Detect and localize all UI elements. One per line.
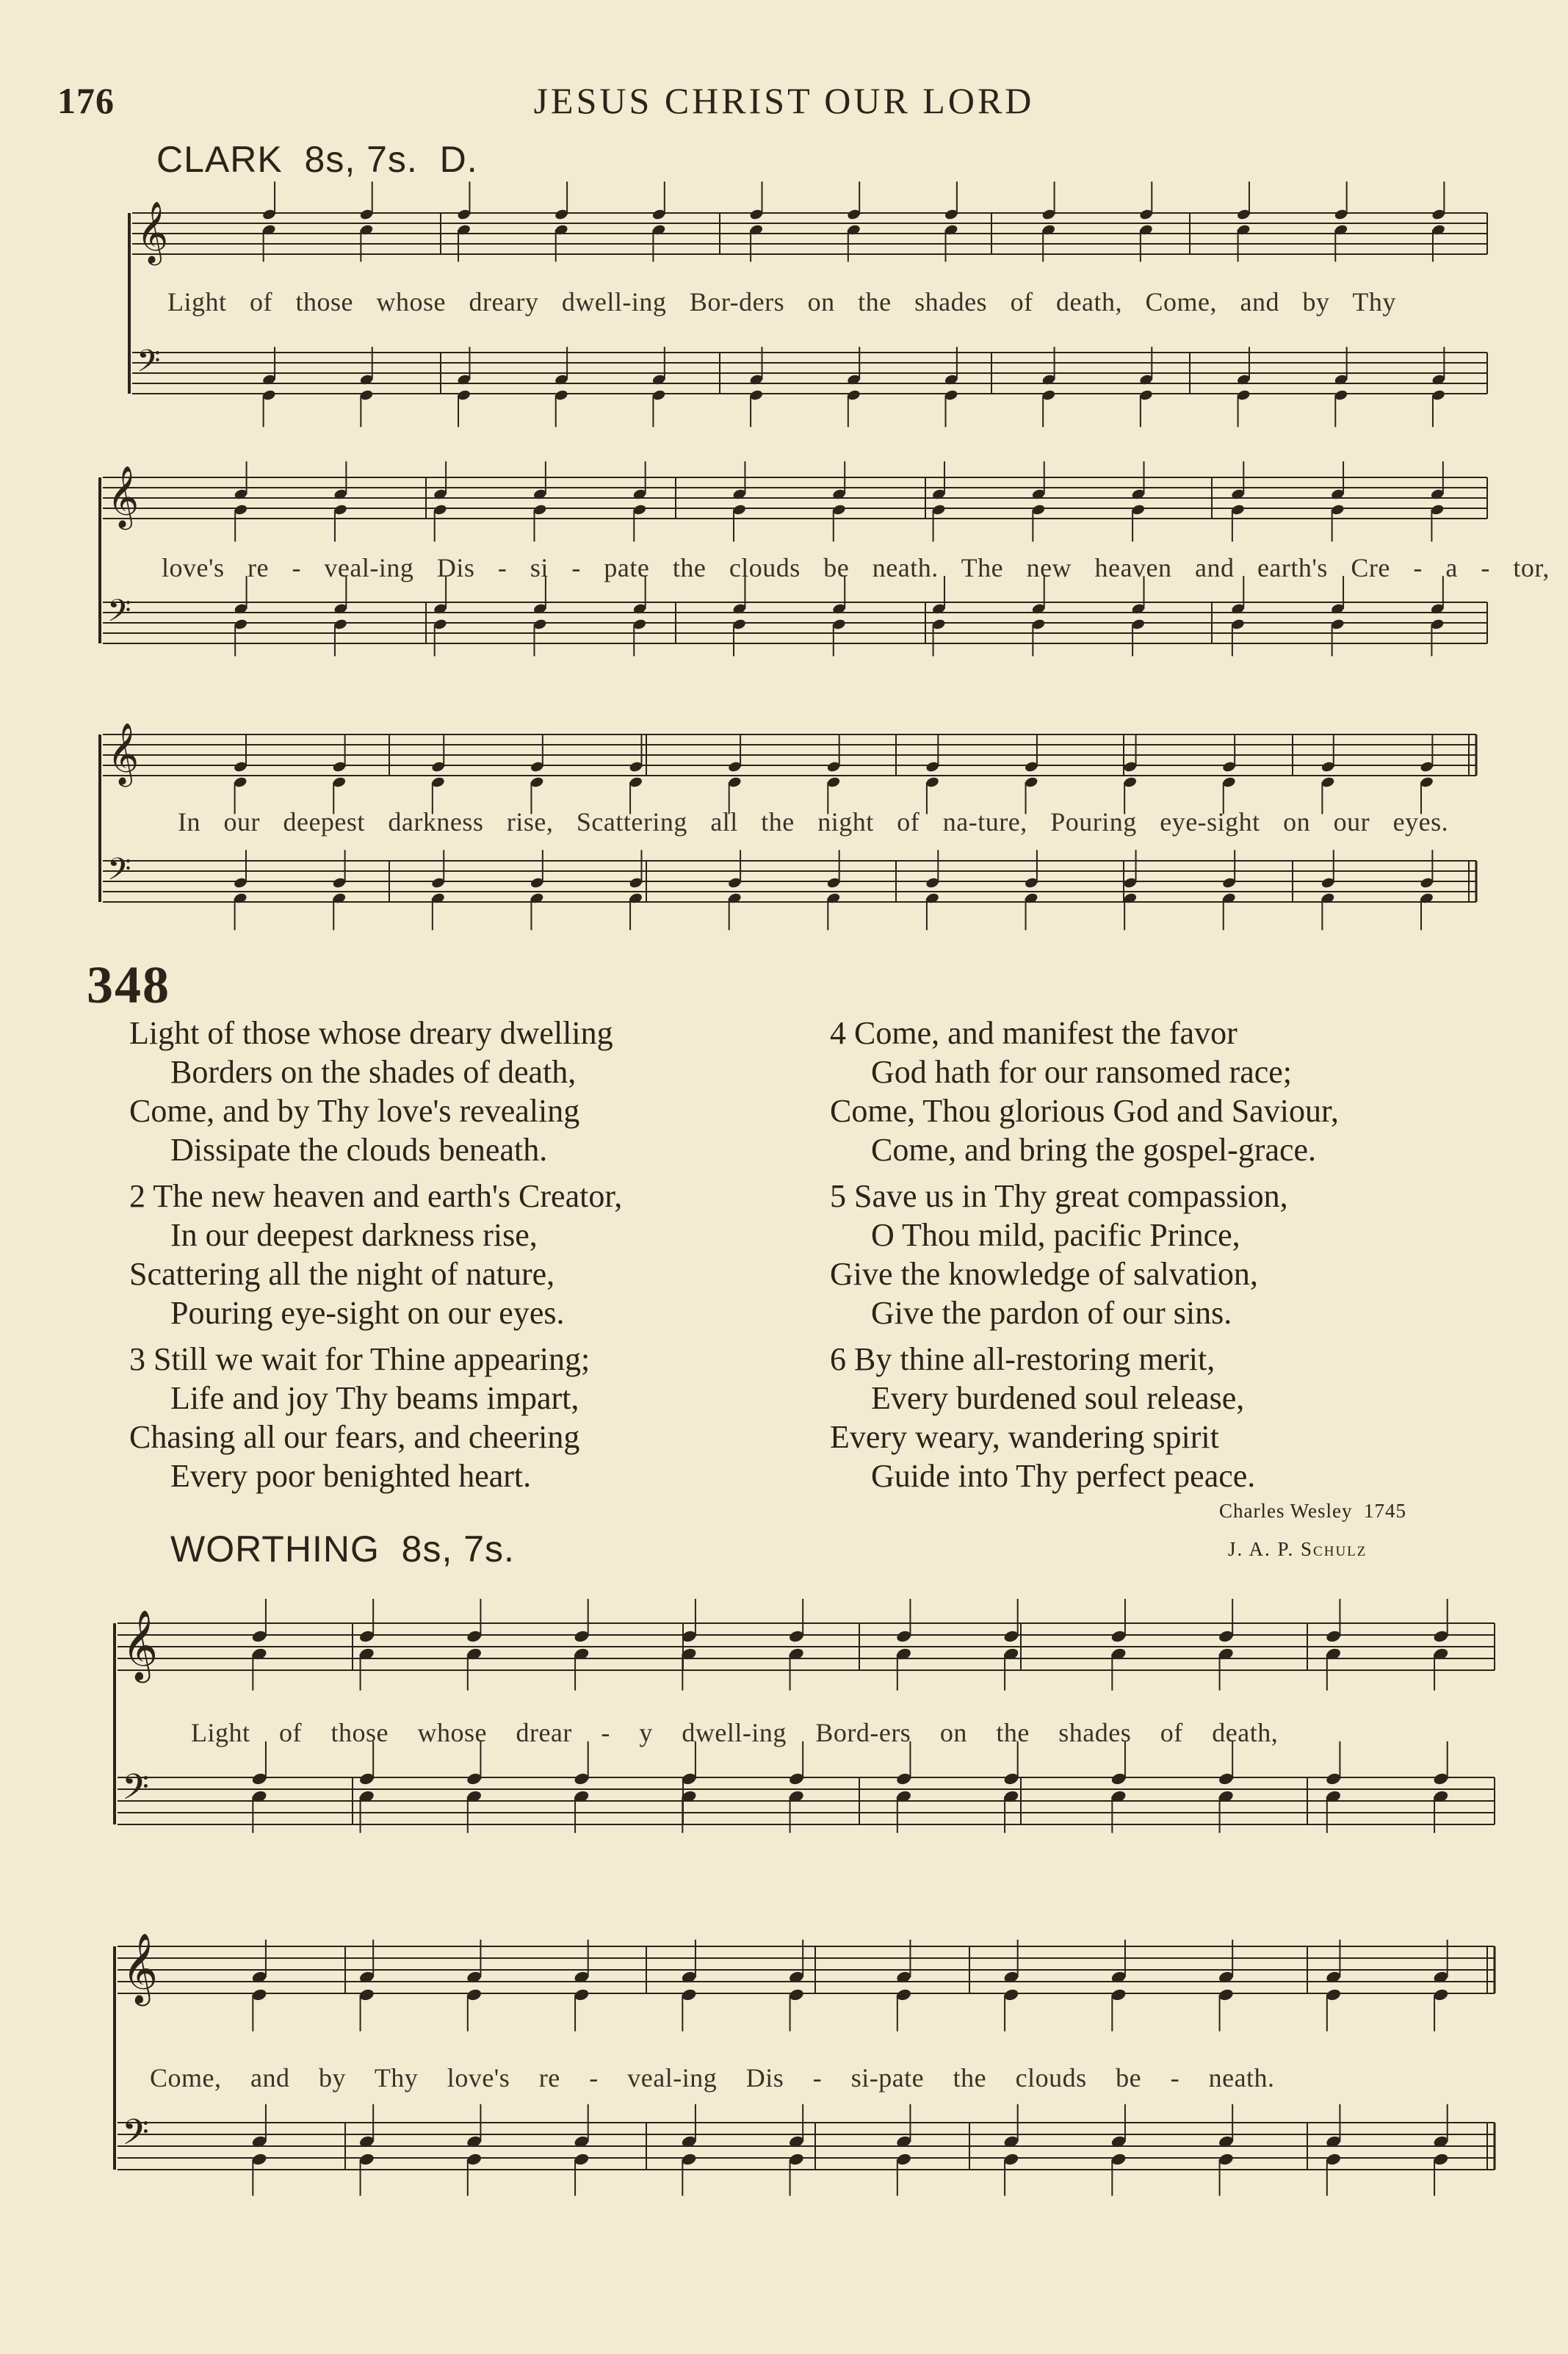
- hymn-author: Charles Wesley: [1219, 1500, 1353, 1522]
- tune1-lyric-line-1: Light of those whose dreary dwell-ing Bor-ders on the shades of death, Come, and by Thy: [167, 287, 1396, 317]
- bass-clef-icon: 𝄢: [107, 592, 131, 636]
- stanza-4-line-1: [830, 1014, 1339, 1053]
- treble-clef-icon: 𝄞: [137, 201, 169, 264]
- hymn-author-attribution: [1219, 1500, 1406, 1523]
- tune2-heading: [170, 1528, 515, 1570]
- tune1-system-1: [73, 198, 1491, 433]
- stanza-4-text-1: Come, and manifest the favor: [854, 1015, 1238, 1051]
- stanza-5-text-1: Save us in Thy great compassion,: [854, 1178, 1288, 1214]
- stanza-2-line-1: [129, 1177, 622, 1216]
- bass-clef-icon: 𝄢: [122, 1766, 150, 1816]
- stanza-5-line-4: Give the pardon of our sins.: [871, 1295, 1232, 1331]
- tune1-system-3: [73, 720, 1491, 955]
- stanza-1-line-1: Light of those whose dreary dwelling: [129, 1015, 613, 1051]
- stanza-5-line-3: Give the knowledge of salvation,: [830, 1256, 1258, 1292]
- stanza-2-number: 2: [129, 1178, 145, 1214]
- verses-right: [830, 1014, 1339, 1503]
- stanza-2: [129, 1177, 622, 1332]
- stanza-4-line-2: God hath for our ransomed race;: [871, 1054, 1293, 1090]
- tune1-lyric-line-3: In our deepest darkness rise, Scattering all the night of na-ture, Pouring eye-sight on our eyes.: [178, 807, 1449, 837]
- tune1-meter: 8s, 7s.: [304, 139, 418, 180]
- stanza-6-number: 6: [830, 1341, 846, 1377]
- section-title: JESUS CHRIST OUR LORD: [533, 80, 1035, 121]
- stanza-3-line-1: [129, 1340, 622, 1379]
- stanza-6-text-1: By thine all-restoring merit,: [854, 1341, 1215, 1377]
- stanza-3-text-1: Still we wait for Thine appearing;: [153, 1341, 590, 1377]
- bass-clef-icon: 𝄢: [137, 342, 161, 386]
- stanza-2-text-1: The new heaven and earth's Creator,: [153, 1178, 623, 1214]
- stanza-3-number: 3: [129, 1341, 145, 1377]
- bass-clef-icon: 𝄢: [107, 851, 131, 895]
- hymn-year: 1745: [1364, 1500, 1407, 1522]
- stanza-6-line-2: Every burdened soul release,: [871, 1380, 1245, 1416]
- page-number: 176: [57, 80, 115, 121]
- stanza-3-line-3: Chasing all our fears, and cheering: [129, 1419, 580, 1455]
- stanza-3-line-2: Life and joy Thy beams impart,: [170, 1380, 579, 1416]
- stanza-3: [129, 1340, 622, 1495]
- stanza-4-number: 4: [830, 1015, 846, 1051]
- stanza-6-line-1: [830, 1340, 1339, 1379]
- verses-left: [129, 1014, 622, 1503]
- stanza-4: [830, 1014, 1339, 1169]
- tune1-lyric-line-2: love's re - veal-ing Dis - si - pate the clouds be neath. The new heaven and earth's Cre - a - tor,: [162, 553, 1550, 582]
- bass-clef-icon: 𝄢: [122, 2112, 150, 2162]
- tune2-system-1: [73, 1594, 1491, 1873]
- treble-clef-icon: 𝄞: [107, 465, 140, 528]
- tune2-name: WORTHING: [170, 1528, 380, 1570]
- stanza-5-number: 5: [830, 1178, 846, 1214]
- stanza-6: [830, 1340, 1339, 1495]
- treble-clef-icon: 𝄞: [107, 722, 140, 785]
- stanza-3-line-4: Every poor benighted heart.: [170, 1458, 532, 1494]
- stanza-5-line-1: [830, 1177, 1339, 1216]
- tune2-meter: 8s, 7s.: [401, 1528, 515, 1570]
- stanza-6-line-4: Guide into Thy perfect peace.: [871, 1458, 1256, 1494]
- stanza-2-line-3: Scattering all the night of nature,: [129, 1256, 555, 1292]
- stanza-2-line-2: In our deepest darkness rise,: [170, 1217, 538, 1253]
- tune1-heading: [156, 138, 478, 181]
- treble-clef-icon: 𝄞: [122, 1609, 159, 1680]
- tune2-system-2: [73, 1917, 1491, 2225]
- stanza-2-line-4: Pouring eye-sight on our eyes.: [170, 1295, 565, 1331]
- stanza-1-line-4: Dissipate the clouds beneath.: [170, 1132, 548, 1168]
- stanza-1: [129, 1014, 622, 1169]
- stanza-5: [830, 1177, 1339, 1332]
- treble-clef-icon: 𝄞: [122, 1932, 159, 2004]
- stanza-1-line-3: Come, and by Thy love's revealing: [129, 1093, 580, 1129]
- stanza-1-line-2: Borders on the shades of death,: [170, 1054, 577, 1090]
- tune2-composer: J. A. P. Schulz: [1228, 1538, 1368, 1560]
- stanza-4-line-4: Come, and bring the gospel-grace.: [871, 1132, 1317, 1168]
- stanza-5-line-2: O Thou mild, pacific Prince,: [871, 1217, 1240, 1253]
- tune2-lyric-line-1: Light of those whose drear - y dwell-ing Bord-ers on the shades of death,: [191, 1718, 1279, 1747]
- tune1-name: CLARK: [156, 139, 283, 180]
- tune1-meter-suffix: D.: [439, 139, 478, 180]
- tune1-system-2: [73, 463, 1550, 698]
- hymn-number: 348: [87, 956, 170, 1014]
- tune2-lyric-line-2: Come, and by Thy love's re - veal-ing Dis - si-pate the clouds be - neath.: [150, 2063, 1275, 2093]
- tune1-system-3-staves: [73, 720, 1491, 955]
- stanza-6-line-3: Every weary, wandering spirit: [830, 1419, 1219, 1455]
- stanza-4-line-3: Come, Thou glorious God and Saviour,: [830, 1093, 1339, 1129]
